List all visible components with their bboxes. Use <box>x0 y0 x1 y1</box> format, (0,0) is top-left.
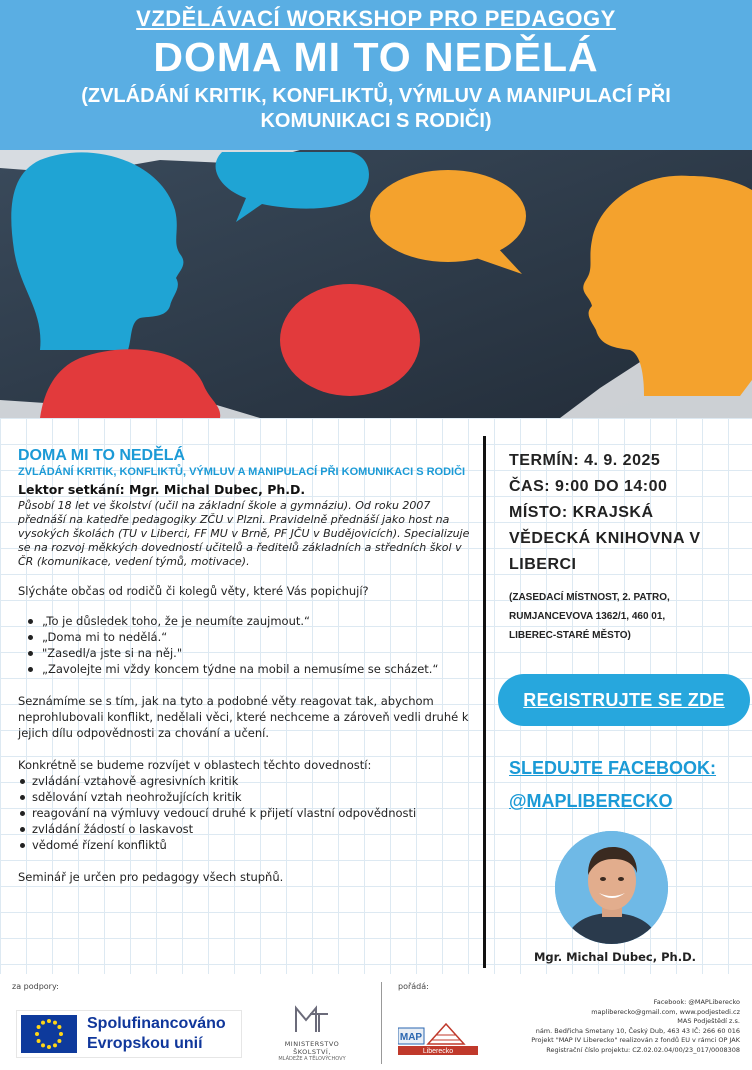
quotes-list <box>18 613 478 677</box>
portrait-caption: Mgr. Michal Dubec, Ph.D. <box>533 950 697 964</box>
msmt-name: MINISTERSTVO ŠKOLSTVÍ, <box>284 1040 340 1056</box>
list-item: zvládání vztahově agresivních kritik <box>18 773 478 789</box>
facebook-link[interactable] <box>509 752 749 818</box>
skills-intro: Konkrétně se budeme rozvíjet v oblastech těchto dovedností: <box>18 758 372 772</box>
section-heading: DOMA MI TO NEDĚLÁ <box>18 447 186 464</box>
msmt-logo <box>272 1004 352 1062</box>
list-item: „Doma mi to nedělá.“ <box>18 629 478 645</box>
facebook-link-line[interactable]: SLEDUJTE FACEBOOK: <box>509 758 717 778</box>
person-avatar-icon <box>555 831 668 944</box>
list-item: „To je důsledek toho, že je neumíte zaujmout.“ <box>18 613 478 629</box>
list-item: "Zasedl/a jste si na něj." <box>18 645 478 661</box>
eu-flag-icon <box>21 1015 77 1053</box>
facebook-link-line[interactable]: @MAPLIBERECKO <box>509 791 673 811</box>
map-mark: MAP <box>399 1032 423 1043</box>
header-kicker: VZDĚLÁVACÍ WORKSHOP PRO PEDAGOGY <box>136 6 616 31</box>
intro-text: Seznámíme se s tím, jak na tyto a podobné věty reagovat tak, abychom neprohlubovali konflikt, nedělali věci, které nechceme a zároveň vedli druhé k jejich dílu odpovědnosti za chování a učení. <box>18 694 469 740</box>
event-place: MÍSTO: KRAJSKÁ <box>509 504 654 521</box>
footer-divider <box>381 982 382 1064</box>
eu-text-line: Spolufinancováno <box>87 1015 226 1032</box>
question-text: Slýcháte občas od rodičů či kolegů věty, které Vás popichují? <box>18 584 369 598</box>
contact-line: Registrační číslo projektu: CZ.02.02.04/00/23_017/0008308 <box>546 1045 740 1054</box>
address-line: RUMJANCEVOVA 1362/1, 460 01, <box>509 611 666 622</box>
event-place: LIBERCI <box>509 556 577 573</box>
msmt-mark-icon <box>292 1004 332 1034</box>
footer <box>0 974 752 1070</box>
list-item: vědomé řízení konfliktů <box>18 837 478 853</box>
address-line: (ZASEDACÍ MÍSTNOST, 2. PATRO, <box>509 592 670 603</box>
contact-line: nám. Bedřicha Smetany 10, Český Dub, 463 43 IČ: 266 60 016 <box>535 1026 740 1035</box>
speech-bubbles-illustration <box>0 150 752 418</box>
list-item: „Zavolejte mi vždy koncem týdne na mobil a nemusíme se scházet.“ <box>18 661 478 677</box>
eu-text-line: Evropskou unií <box>87 1035 203 1052</box>
contact-line: mapliberecko@gmail.com, www.podjestedi.cz <box>591 1007 740 1016</box>
list-item: sdělování vztah neohrožujících kritik <box>18 789 478 805</box>
page-title: DOMA MI TO NEDĚLÁ <box>153 34 599 80</box>
event-time: ČAS: 9:00 DO 14:00 <box>509 478 668 495</box>
event-term: TERMÍN: 4. 9. 2025 <box>509 452 661 469</box>
description-column <box>18 446 478 885</box>
section-subheading: ZVLÁDÁNÍ KRITIK, KONFLIKTŮ, VÝMLUV A MANIPULACÍ PŘI KOMUNIKACI S RODIČI <box>18 466 466 478</box>
contact-line: Facebook: @MAPLiberecko <box>653 998 740 1006</box>
msmt-name-sub: MLÁDEŽE A TĚLOVÝCHOVY <box>278 1056 346 1062</box>
lector-name: Lektor setkání: Mgr. Michal Dubec, Ph.D. <box>18 482 306 497</box>
support-label: za podpory: <box>12 982 59 991</box>
organizer-label: pořádá: <box>398 982 429 991</box>
contact-info <box>460 998 740 1055</box>
address-line: LIBEREC-STARÉ MĚSTO) <box>509 630 631 641</box>
event-address <box>509 588 747 645</box>
list-item: reagování na výmluvy vedoucí druhé k přijetí vlastní odpovědnosti <box>18 805 478 821</box>
contact-line: MAS Podještědí z.s. <box>677 1017 740 1025</box>
hero-photo <box>0 150 752 418</box>
contact-line: Projekt "MAP IV Liberecko" realizován z fondů EU v rámci OP JAK <box>531 1036 740 1044</box>
audience-text: Seminář je určen pro pedagogy všech stupňů. <box>18 870 284 884</box>
event-info <box>509 448 747 645</box>
lector-bio: Působí 18 let ve školství (učil na základní škole a gymnáziu). Od roku 2007 přednáší na katedře pedagogiky ZČU v Plzni. Pravidelně přednáší jako host na vysokých školách (TU v Liberci, FF MU v Brně, PF JČU v Budějovicích). Specializuje se na rozvoj měkkých dovedností učitelů a ředitelů základních a středních škol v ČR (komunikace, vedení týmů, motivace). <box>18 499 470 568</box>
header-banner <box>0 0 752 150</box>
eu-logo <box>16 1010 242 1058</box>
event-place: VĚDECKÁ KNIHOVNA V <box>509 530 701 547</box>
list-item: zvládání žádostí o laskavost <box>18 821 478 837</box>
register-button[interactable]: REGISTRUJTE SE ZDE <box>498 674 750 726</box>
eu-text <box>87 1014 226 1054</box>
content-area <box>0 418 752 974</box>
page-subtitle: (ZVLÁDÁNÍ KRITIK, KONFLIKTŮ, VÝMLUV A MANIPULACÍ PŘI KOMUNIKACI S RODIČI) <box>81 85 671 132</box>
column-divider <box>483 436 486 968</box>
skills-list <box>18 773 478 853</box>
lector-portrait <box>555 831 668 944</box>
map-sub: Liberecko <box>422 1048 454 1055</box>
